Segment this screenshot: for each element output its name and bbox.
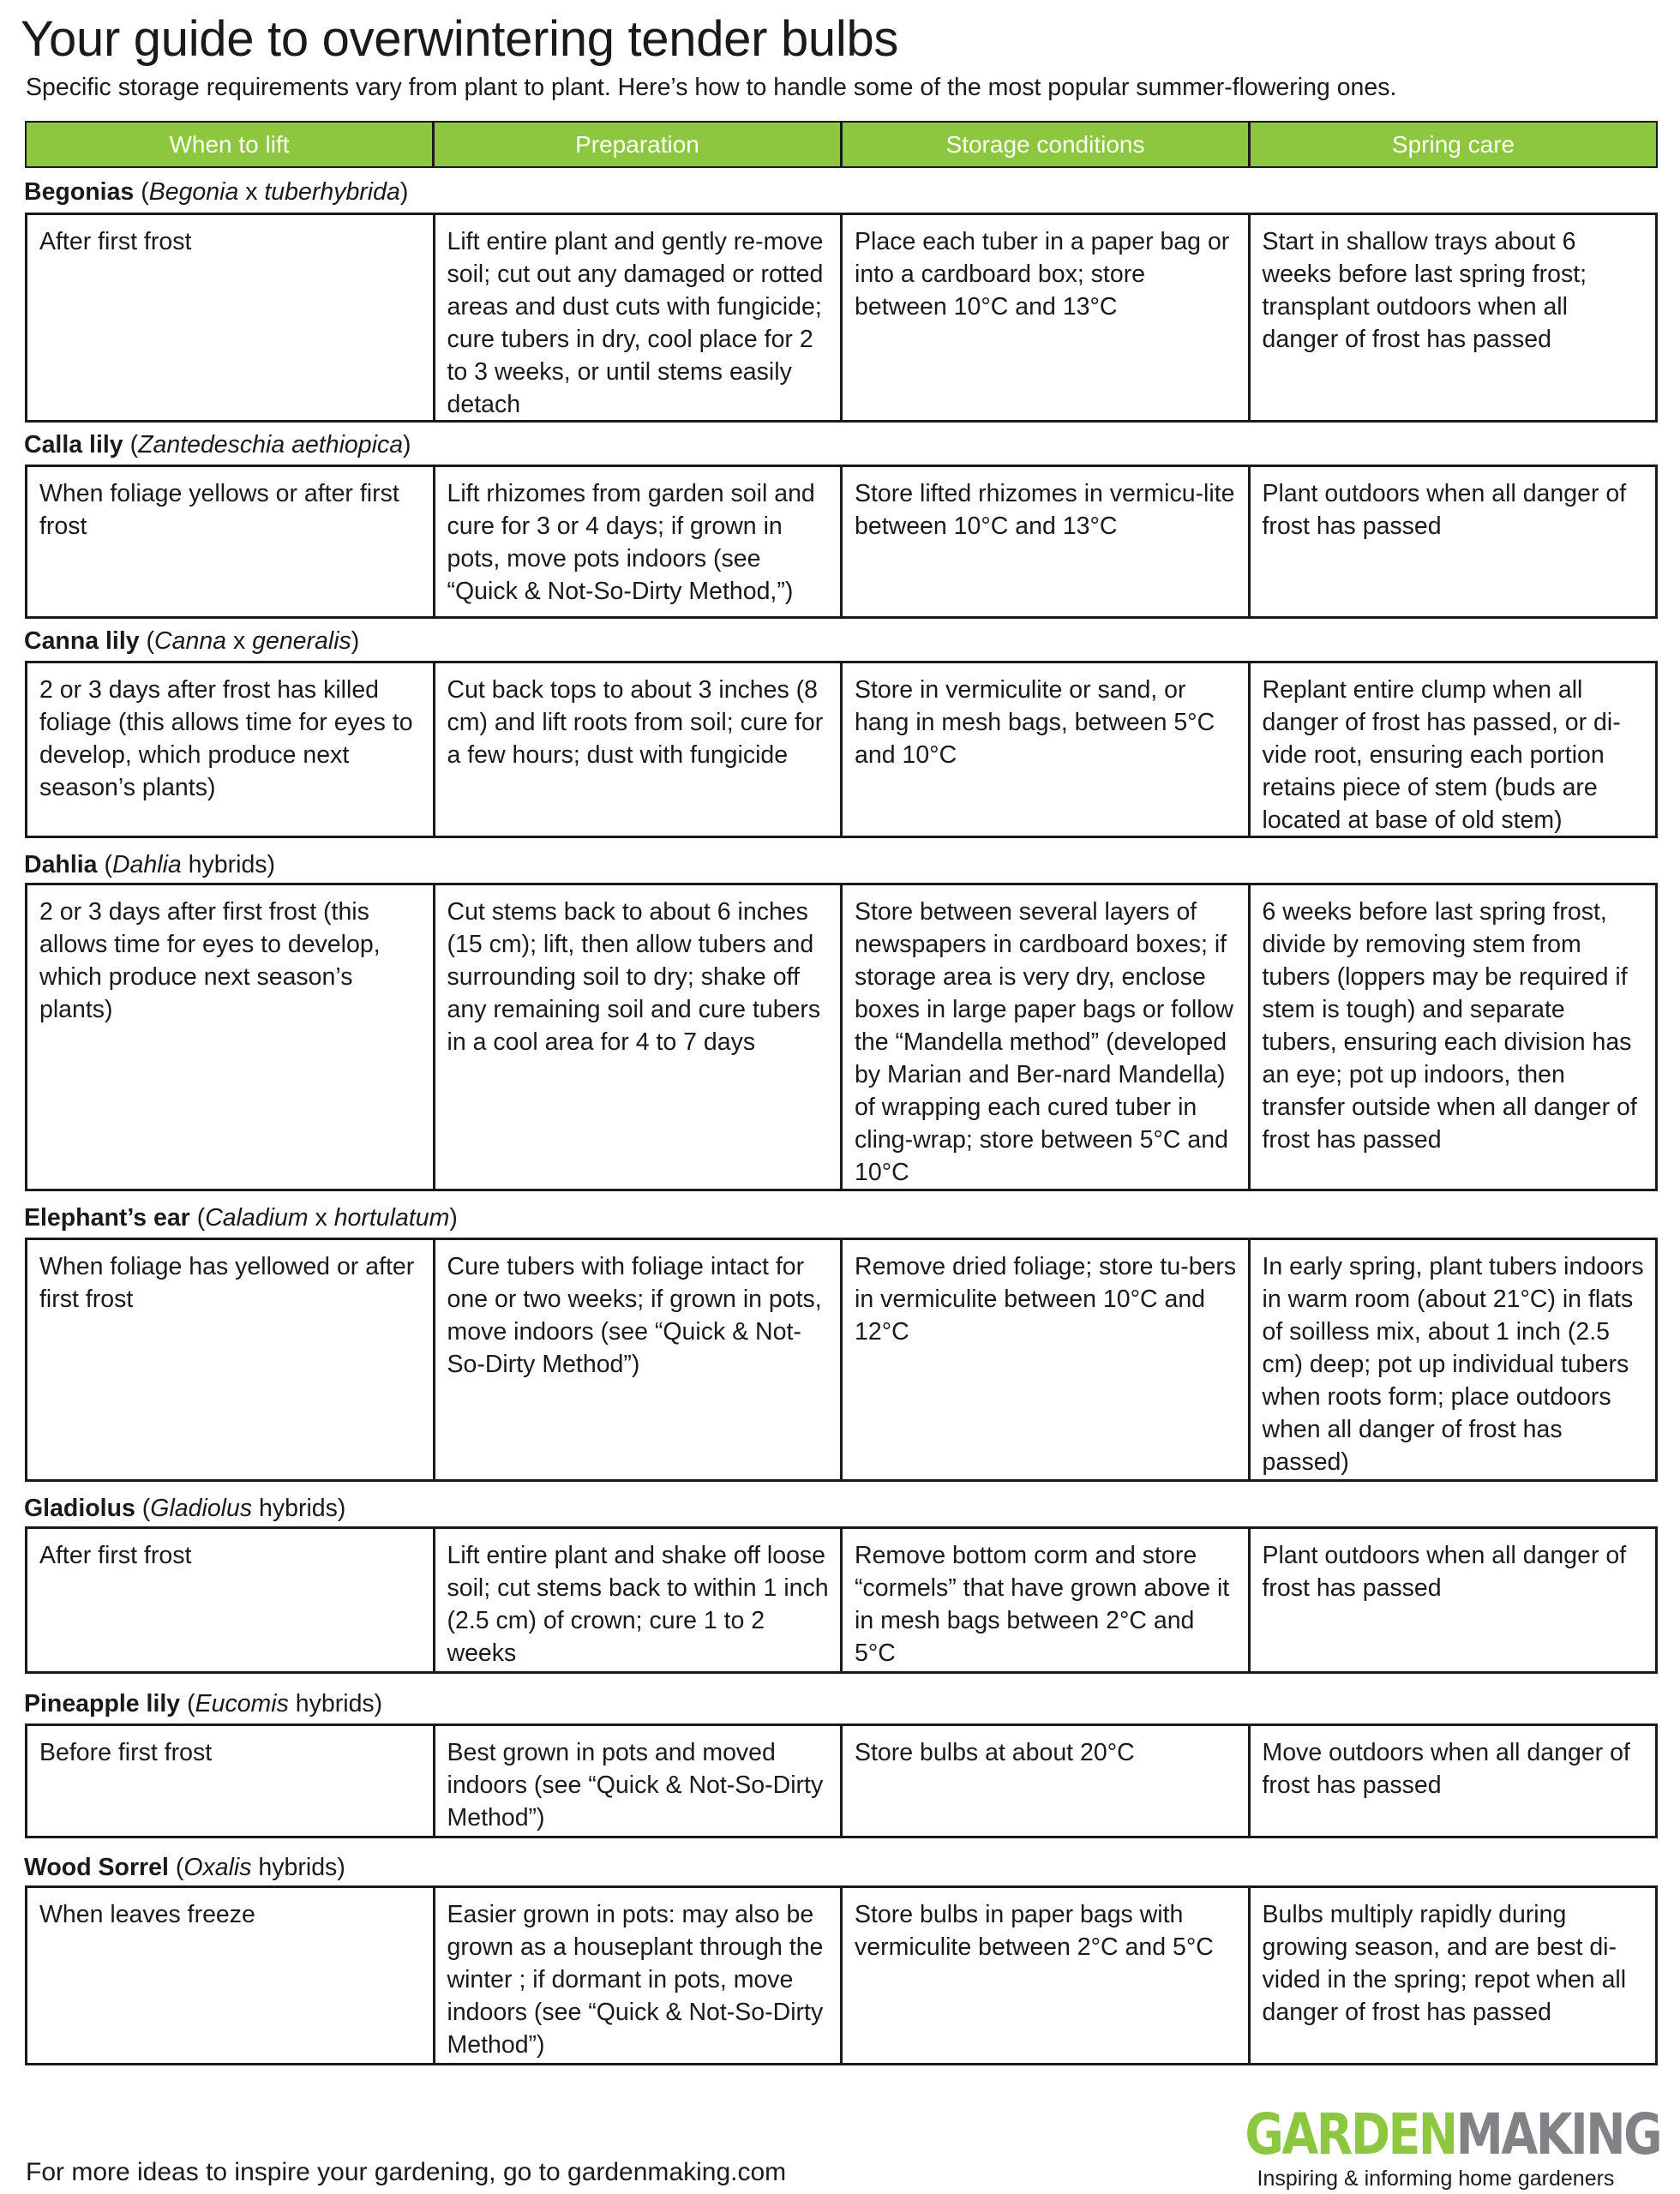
plant-label-calla-lily: Calla lily (Zantedeschia aethiopica): [24, 431, 411, 459]
plant-label-canna-lily: Canna lily (Canna x generalis): [24, 627, 360, 655]
plant-common-name: Pineapple lily: [24, 1690, 181, 1717]
footer-text: For more ideas to inspire your gardening, go to gardenmaking.com: [26, 2158, 787, 2186]
cell-preparation: Best grown in pots and moved indoors (see “Quick & Not-So-Dirty Method”): [435, 1726, 843, 1836]
cell-storage-conditions: Store in vermiculite or sand, or hang in mesh bags, between 5°C and 10°C: [843, 663, 1251, 836]
cell-storage-conditions: Remove bottom corm and store “cormels” that have grown above it in mesh bags between 2°C and 5°C: [843, 1529, 1251, 1671]
cell-spring-care: 6 weeks before last spring frost, divide by removing stem from tubers (loppers may be required if stem is tough) and separate tubers, ensuring each division has an eye; pot up indoors, then transfer outside when all danger of frost has passed: [1262, 898, 1637, 1154]
table-row-pineapple-lily: [25, 1723, 1658, 1838]
logo-word-making: MAKING: [1455, 2101, 1661, 2167]
plant-scientific-name: Caladium: [205, 1204, 309, 1232]
cell-preparation: Lift entire plant and gently re-move soil; cut out any damaged or rotted areas and dust cuts with fungicide; cure tubers in dry, cool place for 2 to 3 weeks, or until stems easily detach: [435, 215, 843, 420]
plant-common-name: Dahlia: [24, 851, 98, 878]
cell-storage-conditions: Store lifted rhizomes in vermicu-lite between 10°C and 13°C: [843, 467, 1251, 616]
cell-preparation: Lift entire plant and shake off loose soil; cut stems back to within 1 inch (2.5 cm) of crown; cure 1 to 2 weeks: [435, 1529, 843, 1671]
plant-scientific-name: Eucomis: [195, 1690, 289, 1717]
cell-preparation: Cure tubers with foliage intact for one or two weeks; if grown in pots, move indoors (see “Quick & Not-So-Dirty Method”): [435, 1240, 843, 1479]
plant-scientific-name: Canna: [154, 627, 227, 655]
plant-common-name: Gladiolus: [24, 1495, 135, 1522]
cell-when-to-lift: When leaves freeze: [27, 1888, 435, 2063]
cell-spring-care: Replant entire clump when all danger of frost has passed, or di-vide root, ensuring each portion retains piece of stem (buds are located at base of old stem): [1262, 676, 1621, 834]
plant-common-name: Elephant’s ear: [24, 1204, 190, 1232]
column-header-preparation: Preparation: [435, 123, 843, 166]
cell-when-to-lift: After first frost: [27, 1529, 435, 1671]
logo-word-garden: GARDEN: [1245, 2101, 1456, 2167]
table-row-gladiolus: [25, 1526, 1658, 1674]
cell-when-to-lift: When foliage has yellowed or after first frost: [27, 1240, 435, 1479]
plant-common-name: Calla lily: [24, 431, 123, 459]
plant-label-begonias: Begonias (Begonia x tuberhybrida): [24, 178, 409, 206]
cell-spring-care: Plant outdoors when all danger of frost has passed: [1262, 1542, 1627, 1602]
plant-scientific-name: Oxalis: [183, 1854, 252, 1881]
plant-label-pineapple-lily: Pineapple lily (Eucomis hybrids): [24, 1690, 383, 1717]
table-row-begonias: [25, 213, 1658, 423]
cell-preparation: Easier grown in pots: may also be grown as a houseplant through the winter ; if dormant in pots, move indoors (see “Quick & Not-So-Dirty Method”): [435, 1888, 843, 2063]
cell-when-to-lift: Before first frost: [27, 1726, 435, 1836]
table-row-canna-lily: [25, 661, 1658, 838]
plant-scientific-name: Dahlia: [111, 851, 182, 878]
table-row-dahlia: [25, 883, 1658, 1191]
column-header-when-to-lift: When to lift: [27, 123, 435, 166]
page-subtitle: Specific storage requirements vary from plant to plant. Here’s how to handle some of the most popular summer-flowering ones.: [26, 74, 1397, 101]
cell-preparation: Lift rhizomes from garden soil and cure for 3 or 4 days; if grown in pots, move pots indoors (see “Quick & Not-So-Dirty Method,”): [435, 467, 843, 616]
table-row-calla-lily: [25, 465, 1658, 619]
cell-spring-care: Start in shallow trays about 6 weeks before last spring frost; transplant outdoors when all danger of frost has passed: [1262, 228, 1587, 353]
plant-common-name: Canna lily: [24, 627, 140, 655]
plant-common-name: Begonias: [24, 178, 135, 206]
plant-label-elephants-ear: Elephant’s ear (Caladium x hortulatum): [24, 1204, 458, 1232]
table-header: [25, 121, 1658, 168]
cell-when-to-lift: When foliage yellows or after first frost: [27, 467, 435, 616]
cell-storage-conditions: Place each tuber in a paper bag or into a cardboard box; store between 10°C and 13°C: [843, 215, 1251, 420]
plant-label-wood-sorrel: Wood Sorrel (Oxalis hybrids): [24, 1854, 345, 1881]
cell-preparation: Cut stems back to about 6 inches (15 cm); lift, then allow tubers and surrounding soil to dry; shake off any remaining soil and cure tubers in a cool area for 4 to 7 days: [435, 885, 843, 1189]
logo-wordmark: [1245, 2101, 1661, 2167]
cell-storage-conditions: Store bulbs at about 20°C: [843, 1726, 1251, 1836]
plant-common-name: Wood Sorrel: [24, 1854, 169, 1881]
cell-spring-care: Plant outdoors when all danger of frost has passed: [1262, 480, 1627, 540]
table-row-wood-sorrel: [25, 1885, 1658, 2065]
page-title: Your guide to overwintering tender bulbs: [21, 11, 899, 67]
logo-tagline: Inspiring & informing home gardeners: [1257, 2167, 1615, 2191]
plant-label-gladiolus: Gladiolus (Gladiolus hybrids): [24, 1495, 346, 1522]
cell-storage-conditions: Remove dried foliage; store tu-bers in vermiculite between 10°C and 12°C: [843, 1240, 1251, 1479]
cell-storage-conditions: Store between several layers of newspapers in cardboard boxes; if storage area is very dry, enclose boxes in large paper bags or follow the “Mandella method” (developed by Marian and Ber-nard Mandella) of wrapping each cured tuber in cling-wrap; store between 5°C and 10°C: [843, 885, 1251, 1189]
cell-spring-care: Move outdoors when all danger of frost has passed: [1262, 1739, 1630, 1799]
column-header-spring-care: Spring care: [1391, 131, 1515, 158]
plant-scientific-name: Begonia: [148, 178, 239, 206]
cell-when-to-lift: 2 or 3 days after first frost (this allows time for eyes to develop, which produce next season’s plants): [27, 885, 435, 1189]
cell-spring-care: In early spring, plant tubers indoors in warm room (about 21°C) in flats of soilless mix, about 1 inch (2.5 cm) deep; pot up individual tubers when roots form; place outdoors when all danger of frost has passed): [1262, 1253, 1644, 1476]
gardenmaking-logo: [1209, 2101, 1663, 2191]
cell-when-to-lift: After first frost: [27, 215, 435, 420]
plant-label-dahlia: Dahlia (Dahlia hybrids): [24, 851, 276, 878]
plant-scientific-name: Gladiolus: [150, 1495, 253, 1522]
cell-when-to-lift: 2 or 3 days after frost has killed foliage (this allows time for eyes to develop, which produce next season’s plants): [27, 663, 435, 836]
cell-storage-conditions: Store bulbs in paper bags with vermiculite between 2°C and 5°C: [843, 1888, 1251, 2063]
column-header-storage-conditions: Storage conditions: [843, 123, 1251, 166]
plant-scientific-name: Zantedeschia aethiopica: [138, 431, 404, 459]
cell-spring-care: Bulbs multiply rapidly during growing season, and are best di-vided in the spring; repot when all danger of frost has passed: [1262, 1901, 1627, 2026]
table-row-elephants-ear: [25, 1238, 1658, 1482]
cell-preparation: Cut back tops to about 3 inches (8 cm) and lift roots from soil; cure for a few hours; dust with fungicide: [435, 663, 843, 836]
